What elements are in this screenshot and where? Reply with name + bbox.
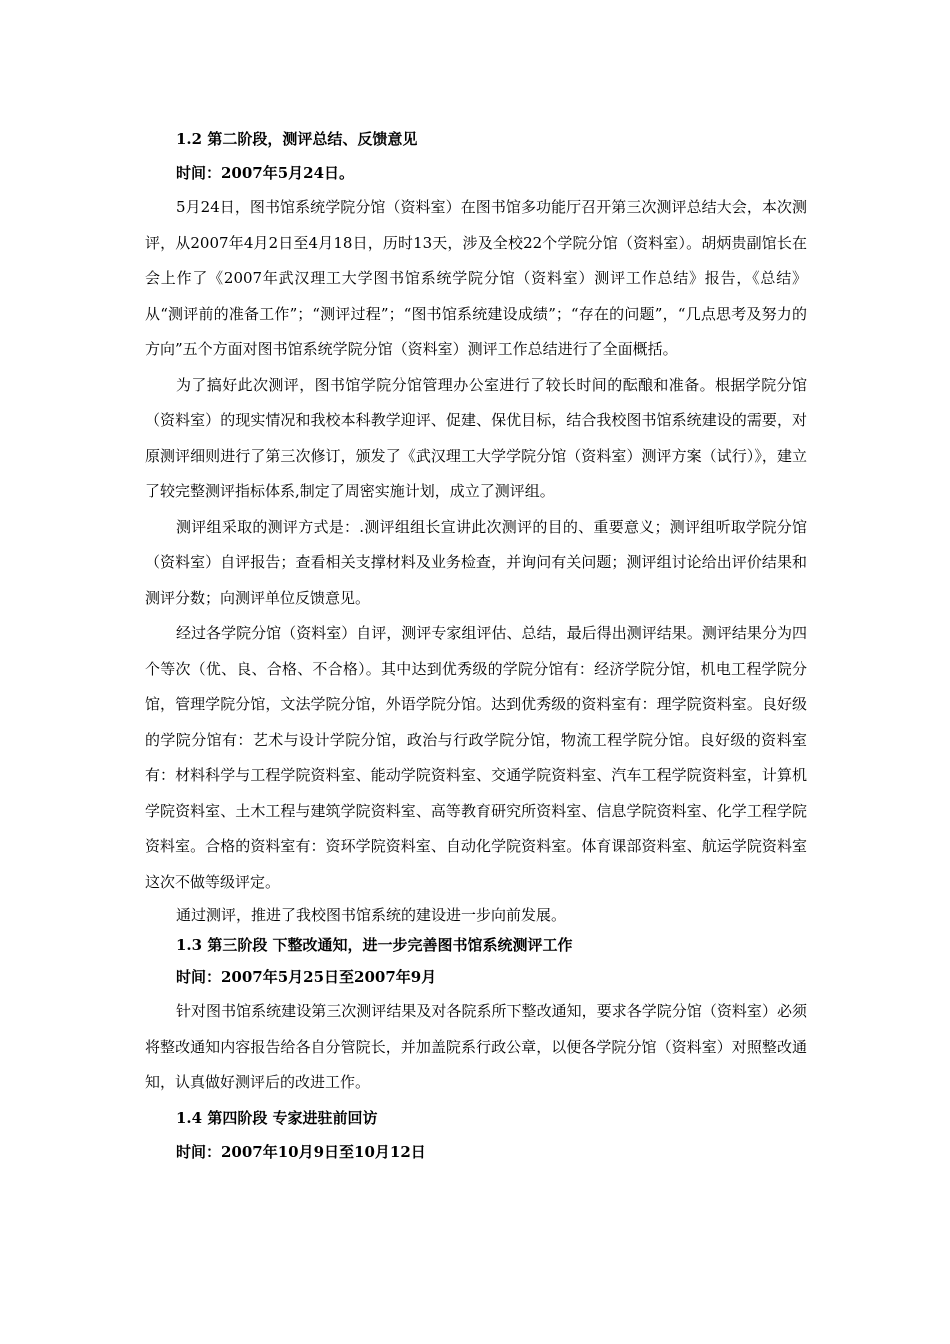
- section-1-2-paragraph-5: 通过测评，推进了我校图书馆系统的建设进一步向前发展。: [176, 906, 567, 924]
- section-1-2-paragraph-2: 为了搞好此次测评，图书馆学院分馆管理办公室进行了较长时间的酝酿和准备。根据学院分馆（资料室）的现实情况和我校本科教学迎评、促建、保优目标，结合我校图书馆系统建设的需要，对原测评细则进行了第三次修订，颁发了《武汉理工大学学院分馆（资料室）测评方案（试行）》，建立了较完整测评指标体系,制定了周密实施计划，成立了测评组。: [145, 375, 807, 500]
- section-1-2-paragraph-1: 5月24日，图书馆系统学院分馆（资料室）在图书馆多功能厅召开第三次测评总结大会，本次测评，从2007年4月2日至4月18日，历时13天，涉及全校22个学院分馆（资料室）。胡炳贵副馆长在会上作了《2007年武汉理工大学图书馆系统学院分馆（资料室）测评工作总结》报告，《总结》从“测评前的准备工作”；“测评过程”；“图书馆系统建设成绩”；“存在的问题”，“几点思考及努力的方向”五个方面对图书馆系统学院分馆（资料室）测评工作总结进行了全面概括。: [145, 198, 807, 358]
- section-1-2-paragraph-3: 测评组采取的测评方式是：.测评组组长宣讲此次测评的目的、重要意义；测评组听取学院分馆（资料室）自评报告；查看相关支撑材料及业务检查，并询问有关问题；测评组讨论给出评价结果和测评分数；向测评单位反馈意见。: [145, 517, 807, 607]
- section-1-2-heading: 1.2 第二阶段，测评总结、反馈意见: [176, 130, 418, 148]
- section-1-4-time: 时间：2007年10月9日至10月12日: [176, 1142, 426, 1161]
- section-1-2-paragraph-4: 经过各学院分馆（资料室）自评，测评专家组评估、总结，最后得出测评结果。测评结果分为四个等次（优、良、合格、不合格）。其中达到优秀级的学院分馆有：经济学院分馆，机电工程学院分馆，管理学院分馆，文法学院分馆，外语学院分馆。达到优秀级的资料室有：理学院资料室。良好级的学院分馆有：艺术与设计学院分馆，政治与行政学院分馆，物流工程学院分馆。良好级的资料室有：材料科学与工程学院资料室、能动学院资料室、交通学院资料室、汽车工程学院资料室，计算机学院资料室、土木工程与建筑学院资料室、高等教育研究所资料室、信息学院资料室、化学工程学院资料室。合格的资料室有：资环学院资料室、自动化学院资料室。体育课部资料室、航运学院资料室这次不做等级评定。: [145, 624, 807, 891]
- section-1-3-time: 时间：2007年5月25日至2007年9月: [176, 968, 437, 986]
- document-body: [145, 122, 807, 1169]
- section-1-3-paragraph-1: 针对图书馆系统建设第三次测评结果及对各院系所下整改通知，要求各学院分馆（资料室）必须将整改通知内容报告给各自分管院长，并加盖院系行政公章，以便各学院分馆（资料室）对照整改通知，认真做好测评后的改进工作。: [145, 1002, 807, 1091]
- section-1-4-heading: 1.4 第四阶段 专家进驻前回访: [176, 1108, 378, 1127]
- section-1-3-heading: 1.3 第三阶段 下整改通知，进一步完善图书馆系统测评工作: [176, 936, 573, 954]
- section-1-2-time: 时间：2007年5月24日。: [176, 164, 355, 182]
